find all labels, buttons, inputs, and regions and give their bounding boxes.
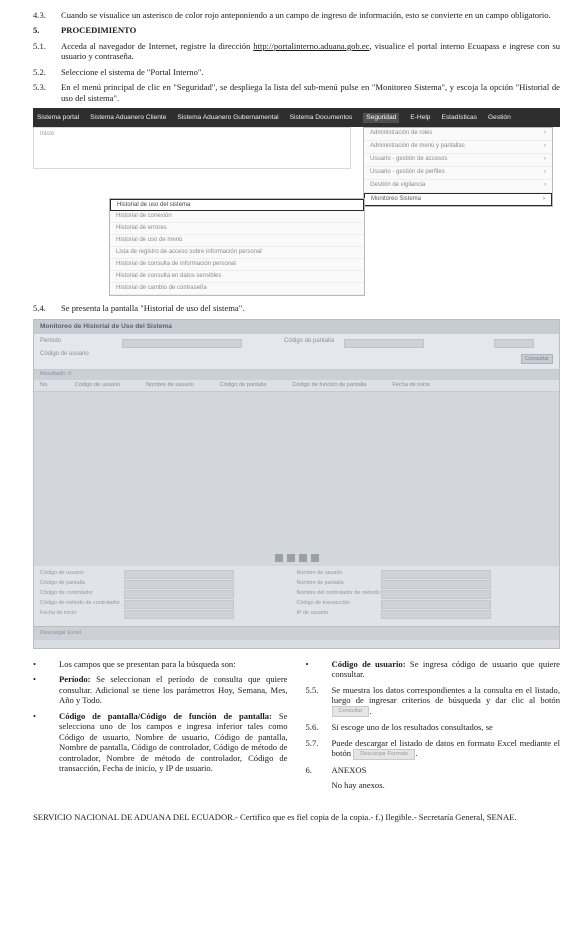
column-header: No. bbox=[40, 381, 49, 388]
section-text: Puede descargar el listado de datos en formato Excel mediante el botón Descargar Formato . bbox=[331, 737, 560, 759]
submenu-label: Usuario - gestión de accesos bbox=[370, 156, 448, 163]
submenu-label: Usuario - gestión de perfiles bbox=[370, 169, 445, 176]
subsubmenu-item[interactable]: Historial de consulta en datos sensibles bbox=[110, 271, 364, 283]
menu-item[interactable]: Gestión bbox=[488, 113, 511, 121]
section-text: Se presenta la pantalla "Historial de uso del sistema". bbox=[61, 303, 245, 314]
paragraph-5-2 bbox=[33, 67, 560, 77]
submenu-dropdown bbox=[363, 127, 553, 207]
submenu-item[interactable] bbox=[364, 180, 552, 193]
section-title: ANEXOS bbox=[331, 764, 367, 775]
bullet-icon: • bbox=[33, 658, 37, 669]
detail-panel bbox=[34, 566, 559, 626]
text-fragment: Acceda al navegador de Internet, registre la dirección bbox=[61, 40, 251, 51]
section-number: 5.2. bbox=[33, 66, 46, 77]
detail-left-column bbox=[40, 570, 297, 622]
menu-item[interactable]: Sistema Aduanero Cliente bbox=[90, 113, 167, 121]
section-text: Si escoge uno de los resultados consultados, se bbox=[331, 722, 493, 733]
consult-button-image: Consultar bbox=[332, 706, 370, 717]
section-number: 5.5. bbox=[305, 684, 319, 695]
panel-label: Inicio bbox=[40, 131, 55, 138]
download-excel-button[interactable]: Descargar Excel bbox=[34, 626, 559, 640]
consult-button[interactable]: Consultar bbox=[521, 354, 553, 364]
term: Código de pantalla/Código de función de pantalla: bbox=[59, 710, 272, 721]
section-number: 5.1. bbox=[33, 40, 46, 51]
certification-footer: SERVICIO NACIONAL DE ADUANA DEL ECUADOR.- Certifico que es fiel copia de la copia.- f.) Ilegible.- Secretaría General, SENAE. bbox=[33, 811, 517, 822]
results-grid bbox=[34, 392, 559, 550]
paragraph-5-1 bbox=[33, 41, 560, 62]
column-header: Fecha de inicio bbox=[392, 381, 431, 388]
submenu-item[interactable] bbox=[364, 154, 552, 167]
column-header: Código de pantalla bbox=[219, 381, 267, 388]
field-value bbox=[124, 570, 234, 579]
field-label: Código de controlador bbox=[40, 589, 94, 596]
submenu-item-monitoreo-sistema[interactable] bbox=[364, 193, 552, 206]
detail-field bbox=[297, 610, 554, 619]
paragraph-5-3 bbox=[33, 82, 560, 103]
heading-procedimiento bbox=[33, 25, 560, 35]
term: Código de usuario: bbox=[331, 658, 406, 669]
screen-code-label: Código de pantalla bbox=[284, 337, 335, 344]
detail-field bbox=[40, 580, 297, 589]
section-text: En el menú principal de clic en "Seguridad", se despliega la lista del sub-menú pulse en "Monitoreo Sistema", y escoja la opción "Historial de uso del sistema". bbox=[61, 82, 560, 103]
column-header: Código de función de pantalla bbox=[292, 381, 367, 388]
field-label: Nombre del controlador de método bbox=[296, 589, 380, 596]
results-count: Resultado: 0 bbox=[34, 370, 559, 380]
detail-field bbox=[40, 610, 297, 619]
column-header: Nombre de usuario bbox=[146, 381, 194, 388]
user-code-input[interactable] bbox=[494, 339, 534, 348]
bullet-item bbox=[33, 711, 288, 774]
definition: Se selecciona uno de los campos e ingresa inferior tales como Código de usuario, Nombre de usuario, Código de pantalla, Nombre de pantalla, Código de controlador, Código de método de controlador, Nombre de método de controlador, Código de transacción, Fecha de inicio, y IP de usuario. bbox=[59, 710, 288, 774]
field-value bbox=[124, 590, 234, 599]
section-text bbox=[61, 41, 560, 62]
heading-anexos bbox=[306, 765, 561, 775]
bullet-icon: • bbox=[33, 710, 37, 721]
field-value bbox=[124, 600, 234, 609]
paragraph-5-4 bbox=[33, 303, 560, 313]
menu-item[interactable]: E-Help bbox=[410, 113, 431, 121]
field-label: Nombre de usuario bbox=[296, 569, 343, 576]
history-screen-screenshot bbox=[33, 319, 560, 649]
field-label: Código de transacción bbox=[296, 599, 351, 606]
column-header: Código de usuario bbox=[74, 381, 121, 388]
bullet-item bbox=[33, 659, 288, 669]
field-value bbox=[381, 580, 491, 589]
subsubmenu-item[interactable]: Historial de cambio de contraseña bbox=[110, 283, 364, 295]
chevron-right-icon: › bbox=[544, 130, 546, 137]
paragraph-5-6 bbox=[306, 722, 561, 732]
text-fragment: Se muestra los datos correspondientes a la consulta en el listado, luego de ingresar criterios de búsqueda y dar clic al botón bbox=[331, 684, 560, 706]
chevron-right-icon: › bbox=[544, 169, 546, 176]
two-column-section bbox=[33, 659, 560, 796]
section-number: 4.3. bbox=[33, 10, 46, 20]
detail-field bbox=[297, 580, 554, 589]
detail-field bbox=[40, 590, 297, 599]
screen-title: Monitoreo de Historial de Uso del Sistema bbox=[34, 320, 559, 334]
bullet-item bbox=[33, 674, 288, 705]
bullet-text bbox=[59, 711, 288, 774]
detail-field bbox=[297, 590, 554, 599]
bullet-text bbox=[59, 674, 288, 705]
chevron-right-icon: › bbox=[544, 143, 546, 150]
field-label: Nombre de pantalla bbox=[296, 579, 344, 586]
menu-item[interactable]: Sistema Aduanero Gubernamental bbox=[177, 113, 279, 121]
note-text: No hay anexos. bbox=[331, 780, 385, 791]
subsubmenu-dropdown bbox=[109, 198, 365, 296]
period-label: Período bbox=[40, 337, 62, 344]
subsubmenu-item-historial-uso[interactable]: Historial de uso del sistema bbox=[110, 199, 364, 211]
field-label: Código de método de controlador bbox=[40, 599, 121, 606]
section-number: 5. bbox=[33, 25, 40, 36]
user-code-label: Código de usuario bbox=[40, 351, 89, 358]
main-menu-bar bbox=[33, 108, 560, 127]
content-panel bbox=[33, 127, 351, 169]
detail-field bbox=[40, 600, 297, 609]
section-number: 6. bbox=[305, 764, 312, 775]
field-value bbox=[381, 590, 491, 599]
table-header bbox=[34, 380, 559, 392]
menu-item[interactable]: Sistema Documentos bbox=[289, 113, 353, 121]
menu-item[interactable]: Estadísticas bbox=[441, 113, 478, 121]
section-number: 5.3. bbox=[33, 82, 46, 93]
subsubmenu-item[interactable]: Historial de conexión bbox=[110, 211, 364, 223]
first-page-icon[interactable] bbox=[275, 554, 283, 562]
menu-item-seguridad[interactable]: Seguridad bbox=[363, 113, 399, 123]
definition: Se ingresa código de usuario que quiere consultar. bbox=[331, 658, 560, 680]
field-label: Código de usuario bbox=[40, 569, 84, 576]
text-fragment: Puede descargar el listado de datos en formato Excel mediante el botón bbox=[331, 737, 560, 759]
submenu-label: Administración de menú y pantallas bbox=[370, 143, 465, 150]
field-value bbox=[381, 570, 491, 579]
section-text: Seleccione el sistema de "Portal Interno". bbox=[61, 66, 204, 77]
detail-field bbox=[297, 600, 554, 609]
field-value bbox=[381, 600, 491, 609]
field-value bbox=[381, 610, 491, 619]
bullet-item bbox=[306, 659, 561, 680]
period-selector[interactable] bbox=[122, 339, 242, 348]
definition: Se seleccionan el período de consulta que quiere consultar. Adicional se tiene los parámetros Hoy, Semana, Mes, Año y Todo. bbox=[59, 674, 288, 706]
paragraph-5-5 bbox=[306, 685, 561, 718]
field-label: Fecha de inicio bbox=[40, 609, 77, 616]
detail-right-column bbox=[297, 570, 554, 622]
section-text: Cuando se visualice un asterisco de color rojo anteponiendo a un campo de ingreso de información, esto se convierte en un campo obligatorio. bbox=[61, 10, 551, 20]
submenu-label: Gestión de vigilancia bbox=[370, 182, 426, 189]
paragraph-4-3 bbox=[33, 10, 560, 20]
portal-link[interactable]: http://portalinterno.aduana.gob.ec bbox=[253, 40, 370, 51]
bullet-text bbox=[332, 659, 561, 680]
menu-screenshot bbox=[33, 108, 560, 293]
field-label: Código de pantalla bbox=[40, 579, 85, 586]
next-page-icon[interactable] bbox=[299, 554, 307, 562]
menu-item[interactable]: Sistema portal bbox=[37, 113, 80, 121]
subsubmenu-item[interactable]: Historial de uso de menú bbox=[110, 235, 364, 247]
field-value bbox=[124, 580, 234, 589]
subsubmenu-item[interactable]: Lista de registro de acceso sobre información personal bbox=[110, 247, 364, 259]
paragraph-5-7 bbox=[306, 738, 561, 760]
subsubmenu-item[interactable]: Historial de consulta de información personal bbox=[110, 259, 364, 271]
term: Período: bbox=[59, 674, 91, 685]
spacer bbox=[306, 780, 332, 790]
right-column bbox=[306, 659, 561, 796]
submenu-item[interactable] bbox=[364, 167, 552, 180]
bullet-icon: • bbox=[33, 674, 37, 685]
chevron-right-icon: › bbox=[544, 182, 546, 189]
download-button-image: Descargar Formato bbox=[353, 749, 415, 760]
field-label: IP de usuario bbox=[296, 609, 329, 616]
bullet-text: Los campos que se presentan para la búsqueda son: bbox=[59, 658, 236, 669]
detail-field bbox=[297, 570, 554, 579]
anexos-note bbox=[306, 780, 561, 790]
subsubmenu-item[interactable]: Historial de errores bbox=[110, 223, 364, 235]
submenu-item[interactable] bbox=[364, 128, 552, 141]
detail-field bbox=[40, 570, 297, 579]
left-column bbox=[33, 659, 288, 796]
chevron-right-icon: › bbox=[544, 156, 546, 163]
screen-code-input[interactable] bbox=[344, 339, 424, 348]
chevron-right-icon: › bbox=[543, 196, 545, 203]
section-title: PROCEDIMIENTO bbox=[61, 25, 137, 36]
section-text: Se muestra los datos correspondientes a la consulta en el listado, luego de ingresar criterios de búsqueda y dar clic al botón Consultar . bbox=[331, 684, 560, 716]
field-value bbox=[124, 610, 234, 619]
filter-panel bbox=[34, 334, 559, 370]
bullet-icon: • bbox=[305, 658, 309, 669]
section-number: 5.4. bbox=[33, 303, 46, 314]
submenu-item[interactable] bbox=[364, 141, 552, 154]
submenu-label: Monitoreo Sistema bbox=[371, 196, 422, 203]
pagination bbox=[34, 550, 559, 566]
text-fragment: , visualice el portal interno Ecuapass e ingrese con su usuario y contraseña. bbox=[61, 40, 560, 62]
submenu-label: Administración de roles bbox=[370, 130, 433, 137]
section-number: 5.7. bbox=[305, 737, 319, 748]
prev-page-icon[interactable] bbox=[287, 554, 295, 562]
last-page-icon[interactable] bbox=[311, 554, 319, 562]
section-number: 5.6. bbox=[305, 722, 319, 733]
